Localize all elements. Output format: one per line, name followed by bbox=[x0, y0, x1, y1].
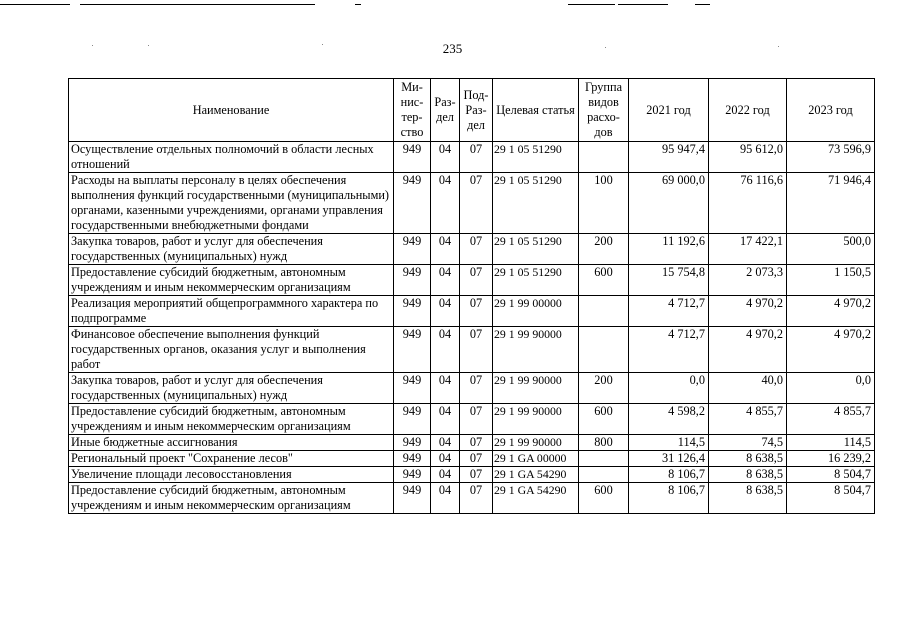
table-row bbox=[69, 483, 875, 514]
row-name: Закупка товаров, работ и услуг для обеспечения государственных (муниципальных) нужд bbox=[69, 373, 394, 404]
row-ministry: 949 bbox=[394, 451, 431, 467]
row-subsection: 07 bbox=[460, 435, 493, 451]
header-expense-group: Группа видов расхо-дов bbox=[579, 79, 629, 142]
top-rule bbox=[80, 4, 315, 5]
row-section: 04 bbox=[431, 327, 460, 373]
row-2023: 1 150,5 bbox=[787, 265, 875, 296]
row-name: Иные бюджетные ассигнования bbox=[69, 435, 394, 451]
row-subsection: 07 bbox=[460, 234, 493, 265]
row-article: 29 1 99 90000 bbox=[493, 373, 579, 404]
row-article: 29 1 99 90000 bbox=[493, 327, 579, 373]
row-2021: 4 712,7 bbox=[629, 296, 709, 327]
row-section: 04 bbox=[431, 404, 460, 435]
row-2023: 8 504,7 bbox=[787, 467, 875, 483]
row-article: 29 1 99 00000 bbox=[493, 296, 579, 327]
row-2021: 0,0 bbox=[629, 373, 709, 404]
row-name: Увеличение площади лесовосстановления bbox=[69, 467, 394, 483]
row-2021: 31 126,4 bbox=[629, 451, 709, 467]
row-subsection: 07 bbox=[460, 327, 493, 373]
row-ministry: 949 bbox=[394, 327, 431, 373]
table-row bbox=[69, 435, 875, 451]
row-subsection: 07 bbox=[460, 373, 493, 404]
row-name: Реализация мероприятий общепрограммного характера по подпрограмме bbox=[69, 296, 394, 327]
row-2022: 74,5 bbox=[709, 435, 787, 451]
row-ministry: 949 bbox=[394, 173, 431, 234]
row-group bbox=[579, 296, 629, 327]
row-group bbox=[579, 451, 629, 467]
row-2022: 95 612,0 bbox=[709, 142, 787, 173]
top-rule bbox=[618, 4, 668, 5]
header-2023: 2023 год bbox=[787, 79, 875, 142]
row-2023: 4 970,2 bbox=[787, 296, 875, 327]
row-2023: 4 970,2 bbox=[787, 327, 875, 373]
row-article: 29 1 05 51290 bbox=[493, 142, 579, 173]
row-2021: 8 106,7 bbox=[629, 467, 709, 483]
top-rule bbox=[355, 4, 361, 5]
row-2021: 95 947,4 bbox=[629, 142, 709, 173]
row-article: 29 1 99 90000 bbox=[493, 404, 579, 435]
row-2022: 40,0 bbox=[709, 373, 787, 404]
row-name: Региональный проект "Сохранение лесов" bbox=[69, 451, 394, 467]
top-rule bbox=[0, 4, 70, 5]
row-2021: 4 712,7 bbox=[629, 327, 709, 373]
row-article: 29 1 05 51290 bbox=[493, 234, 579, 265]
row-subsection: 07 bbox=[460, 467, 493, 483]
row-2021: 8 106,7 bbox=[629, 483, 709, 514]
row-name: Осуществление отдельных полномочий в области лесных отношений bbox=[69, 142, 394, 173]
row-2022: 4 970,2 bbox=[709, 327, 787, 373]
table-row bbox=[69, 265, 875, 296]
row-group bbox=[579, 467, 629, 483]
row-name: Финансовое обеспечение выполнения функций государственных органов, оказания услуг и выполнения работ bbox=[69, 327, 394, 373]
row-2022: 4 970,2 bbox=[709, 296, 787, 327]
row-subsection: 07 bbox=[460, 483, 493, 514]
table-row bbox=[69, 404, 875, 435]
row-section: 04 bbox=[431, 435, 460, 451]
row-section: 04 bbox=[431, 234, 460, 265]
row-section: 04 bbox=[431, 451, 460, 467]
row-2021: 4 598,2 bbox=[629, 404, 709, 435]
row-section: 04 bbox=[431, 142, 460, 173]
row-2022: 8 638,5 bbox=[709, 451, 787, 467]
row-2023: 4 855,7 bbox=[787, 404, 875, 435]
row-group: 200 bbox=[579, 234, 629, 265]
row-2022: 8 638,5 bbox=[709, 483, 787, 514]
top-rule bbox=[568, 4, 615, 5]
header-name: Наименование bbox=[69, 79, 394, 142]
row-article: 29 1 GA 00000 bbox=[493, 451, 579, 467]
table-row bbox=[69, 296, 875, 327]
row-group: 800 bbox=[579, 435, 629, 451]
budget-table bbox=[68, 78, 875, 514]
row-group: 600 bbox=[579, 404, 629, 435]
row-article: 29 1 GA 54290 bbox=[493, 483, 579, 514]
row-ministry: 949 bbox=[394, 467, 431, 483]
row-name: Предоставление субсидий бюджетным, автономным учреждениям и иным некоммерческим организациям bbox=[69, 265, 394, 296]
row-group: 600 bbox=[579, 265, 629, 296]
row-group bbox=[579, 327, 629, 373]
row-2021: 114,5 bbox=[629, 435, 709, 451]
table-row bbox=[69, 173, 875, 234]
row-group bbox=[579, 142, 629, 173]
row-2023: 0,0 bbox=[787, 373, 875, 404]
row-2023: 73 596,9 bbox=[787, 142, 875, 173]
table-row bbox=[69, 234, 875, 265]
header-2021: 2021 год bbox=[629, 79, 709, 142]
row-article: 29 1 05 51290 bbox=[493, 173, 579, 234]
row-2022: 76 116,6 bbox=[709, 173, 787, 234]
row-group: 200 bbox=[579, 373, 629, 404]
row-section: 04 bbox=[431, 296, 460, 327]
table-row bbox=[69, 451, 875, 467]
page-number: 235 bbox=[442, 41, 463, 56]
row-ministry: 949 bbox=[394, 265, 431, 296]
table-row bbox=[69, 327, 875, 373]
table-header-row bbox=[69, 79, 875, 142]
row-section: 04 bbox=[431, 173, 460, 234]
header-section: Раз-дел bbox=[431, 79, 460, 142]
row-2023: 114,5 bbox=[787, 435, 875, 451]
row-subsection: 07 bbox=[460, 451, 493, 467]
row-section: 04 bbox=[431, 467, 460, 483]
row-section: 04 bbox=[431, 265, 460, 296]
row-name: Расходы на выплаты персоналу в целях обеспечения выполнения функций государственными (муниципальными) органами, казенными учреждениями, органами управления государственными внебюджетными фондами bbox=[69, 173, 394, 234]
row-2022: 8 638,5 bbox=[709, 467, 787, 483]
row-ministry: 949 bbox=[394, 435, 431, 451]
row-ministry: 949 bbox=[394, 142, 431, 173]
header-target-article: Целевая статья bbox=[493, 79, 579, 142]
row-ministry: 949 bbox=[394, 234, 431, 265]
table-row bbox=[69, 467, 875, 483]
row-subsection: 07 bbox=[460, 296, 493, 327]
row-section: 04 bbox=[431, 373, 460, 404]
row-2021: 11 192,6 bbox=[629, 234, 709, 265]
row-ministry: 949 bbox=[394, 373, 431, 404]
row-2023: 500,0 bbox=[787, 234, 875, 265]
row-name: Закупка товаров, работ и услуг для обеспечения государственных (муниципальных) нужд bbox=[69, 234, 394, 265]
row-2022: 2 073,3 bbox=[709, 265, 787, 296]
row-2023: 8 504,7 bbox=[787, 483, 875, 514]
row-2023: 16 239,2 bbox=[787, 451, 875, 467]
row-name: Предоставление субсидий бюджетным, автономным учреждениям и иным некоммерческим организациям bbox=[69, 404, 394, 435]
top-rule bbox=[695, 4, 710, 5]
row-ministry: 949 bbox=[394, 483, 431, 514]
row-article: 29 1 99 90000 bbox=[493, 435, 579, 451]
header-subsection: Под-Раз-дел bbox=[460, 79, 493, 142]
row-section: 04 bbox=[431, 483, 460, 514]
row-group: 600 bbox=[579, 483, 629, 514]
row-group: 100 bbox=[579, 173, 629, 234]
row-subsection: 07 bbox=[460, 173, 493, 234]
row-ministry: 949 bbox=[394, 296, 431, 327]
row-subsection: 07 bbox=[460, 142, 493, 173]
header-ministry: Ми-ниc-тер-ство bbox=[394, 79, 431, 142]
row-2023: 71 946,4 bbox=[787, 173, 875, 234]
row-2022: 4 855,7 bbox=[709, 404, 787, 435]
row-subsection: 07 bbox=[460, 265, 493, 296]
row-2022: 17 422,1 bbox=[709, 234, 787, 265]
row-subsection: 07 bbox=[460, 404, 493, 435]
row-name: Предоставление субсидий бюджетным, автономным учреждениям и иным некоммерческим организациям bbox=[69, 483, 394, 514]
row-article: 29 1 GA 54290 bbox=[493, 467, 579, 483]
table-row bbox=[69, 373, 875, 404]
row-2021: 69 000,0 bbox=[629, 173, 709, 234]
row-2021: 15 754,8 bbox=[629, 265, 709, 296]
row-article: 29 1 05 51290 bbox=[493, 265, 579, 296]
row-ministry: 949 bbox=[394, 404, 431, 435]
header-2022: 2022 год bbox=[709, 79, 787, 142]
table-row bbox=[69, 142, 875, 173]
